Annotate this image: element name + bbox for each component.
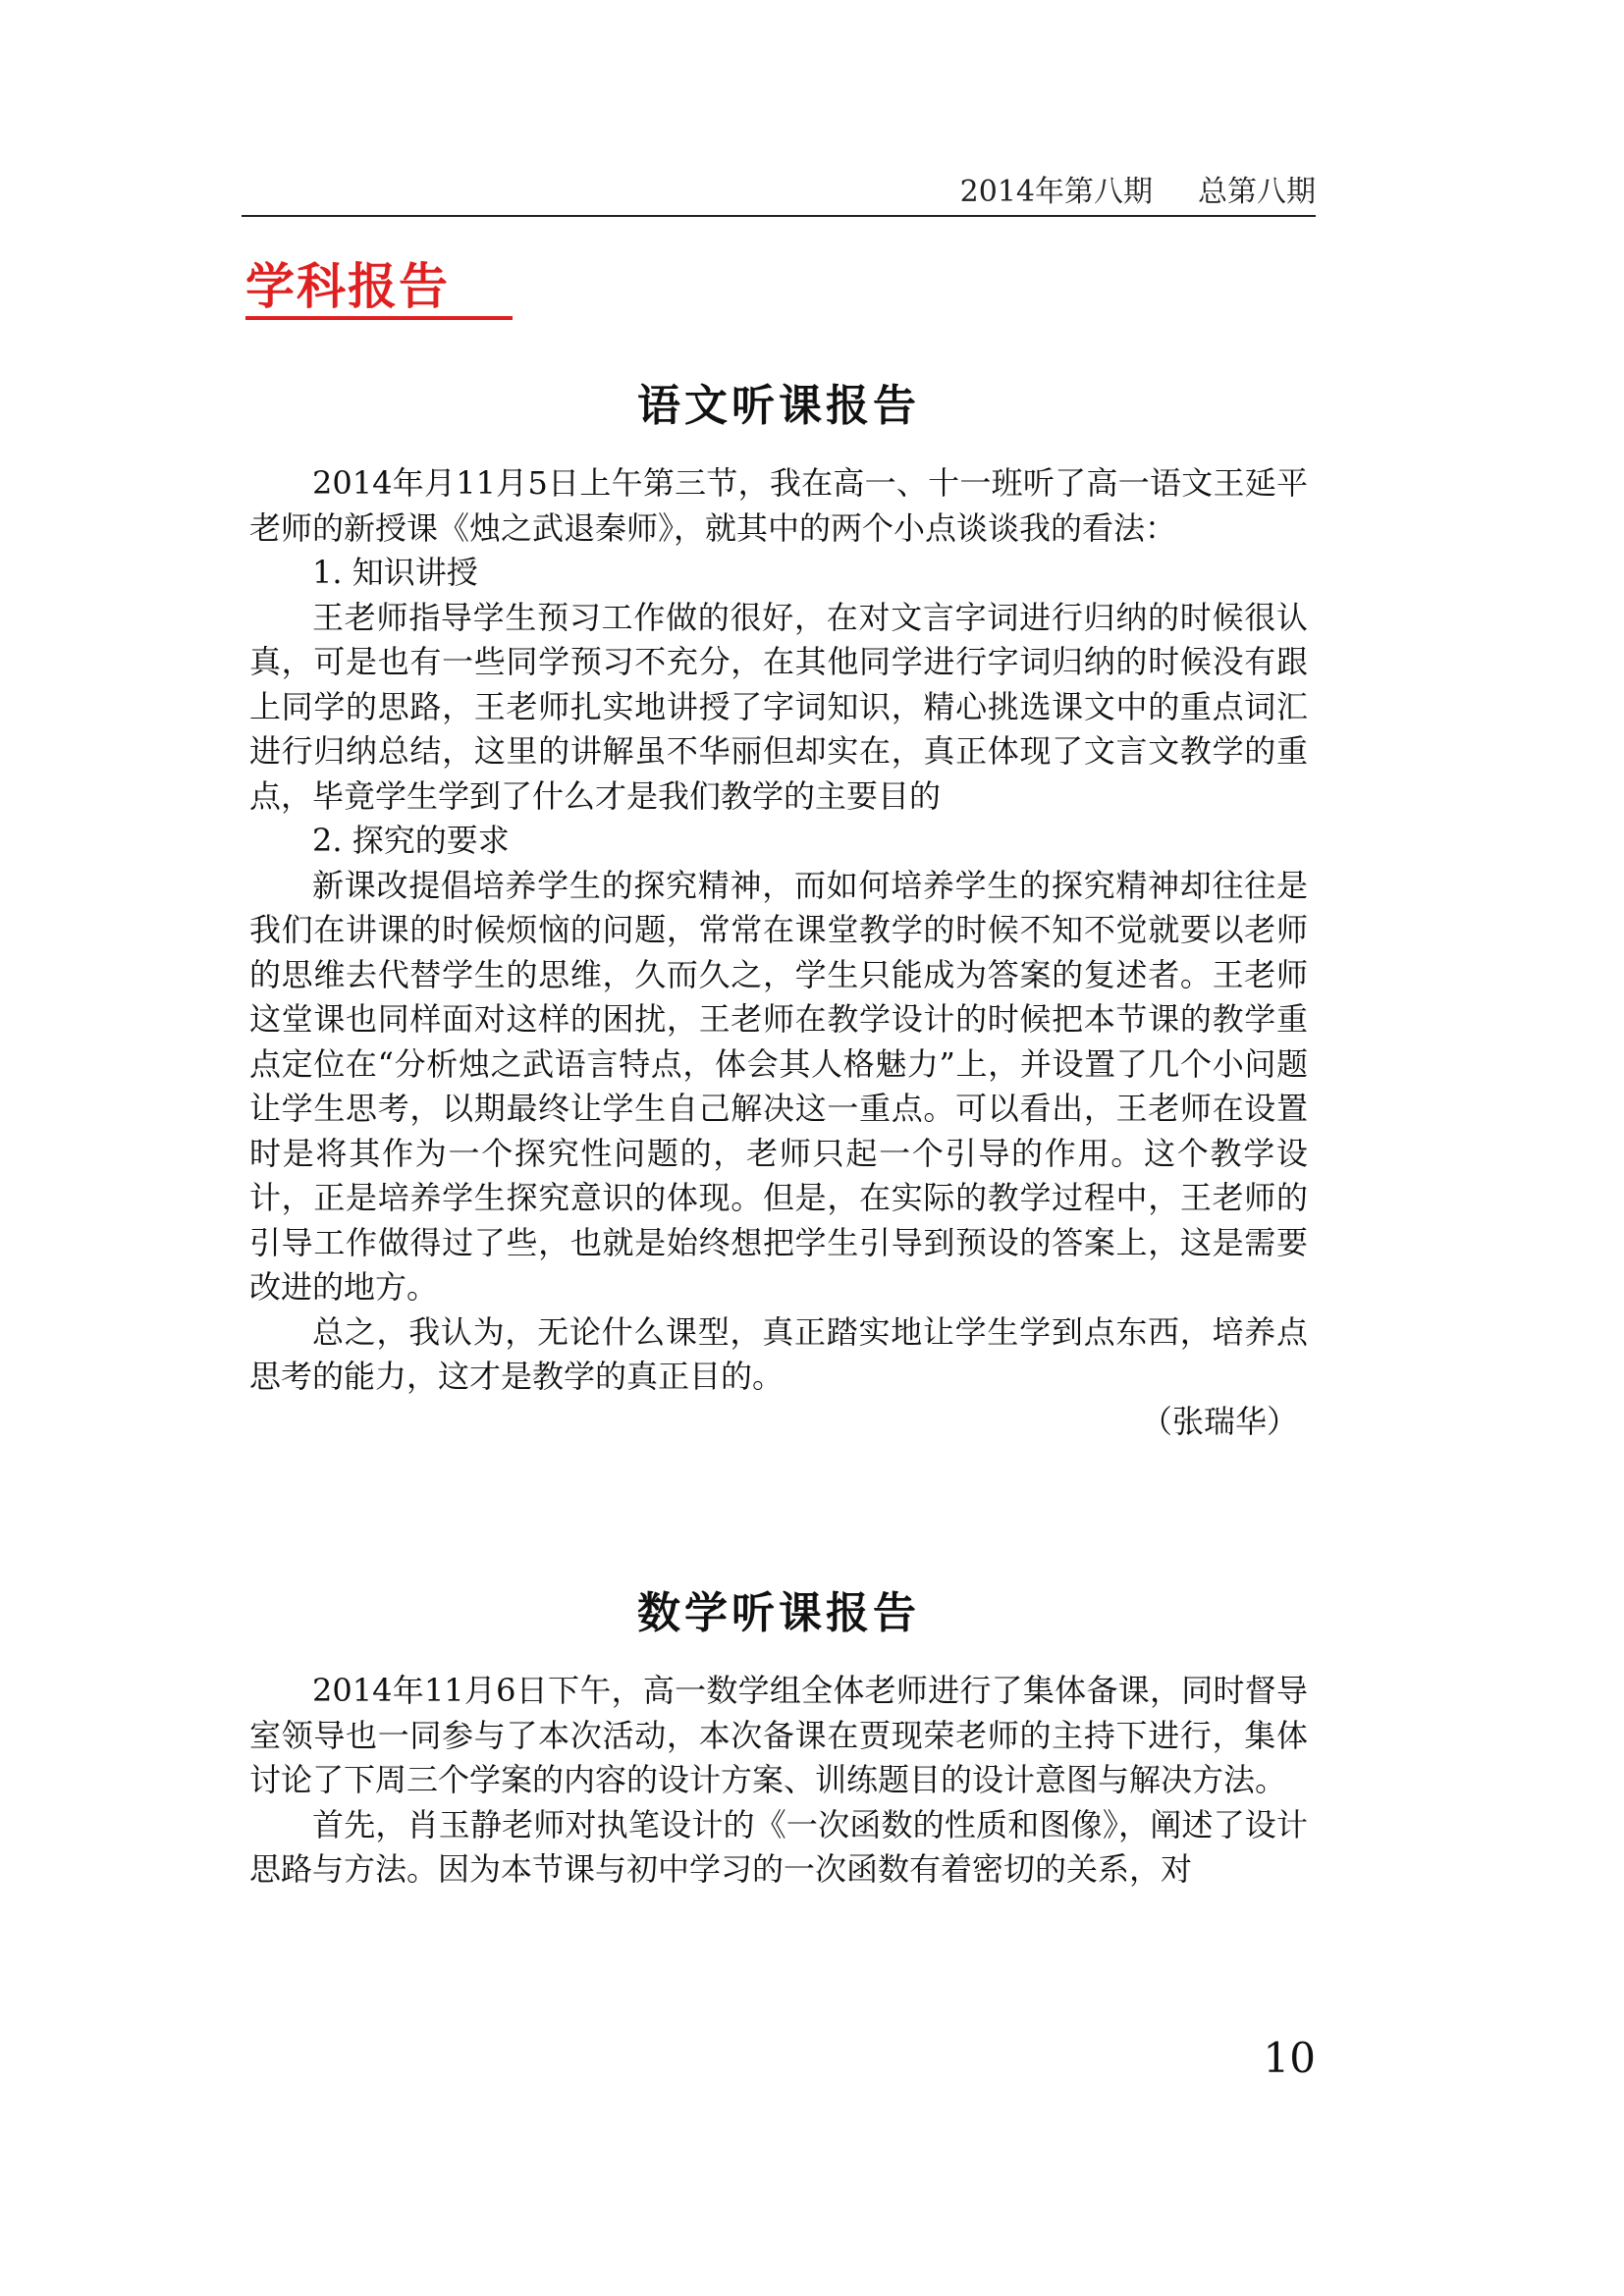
- list-item-heading: 2. 探究的要求: [312, 822, 510, 859]
- section-underline: [245, 316, 513, 320]
- paragraph: 2014年11月6日下午，高一数学组全体老师进行了集体备课，同时督导室领导也一同参与了本次活动，本次备课在贾现荣老师的主持下进行，集体讨论了下周三个学案的内容的设计方案、训练题目的设计意图与解决方法。: [249, 1672, 1308, 1798]
- running-header: [242, 173, 1316, 212]
- author-signature: （张瑞华）: [1140, 1402, 1298, 1440]
- article-body-chinese: [249, 461, 1308, 1444]
- paragraph: 首先，肖玉静老师对执笔设计的《一次函数的性质和图像》，阐述了设计思路与方法。因为本节课与初中学习的一次函数有着密切的关系，对: [249, 1805, 1308, 1888]
- header-rule: [242, 215, 1316, 217]
- issue-label: 2014年第八期: [959, 175, 1153, 209]
- list-item-heading: 1. 知识讲授: [312, 554, 478, 591]
- paragraph: 王老师指导学生预习工作做的很好，在对文言字词进行归纳的时候很认真，可是也有一些同学预习不充分，在其他同学进行字词归纳的时候没有跟上同学的思路，王老师扎实地讲授了字词知识，精心挑选课文中的重点词汇进行归纳总结，这里的讲解虽不华丽但却实在，真正体现了文言文教学的重点，毕竟学生学到了什么才是我们教学的主要目的: [249, 598, 1308, 815]
- section-label: 学科报告: [245, 258, 450, 315]
- paragraph: 总之，我认为，无论什么课型，真正踏实地让学生学到点东西，培养点思考的能力，这才是教学的真正目的。: [249, 1312, 1308, 1395]
- article-title-math: 数学听课报告: [637, 1588, 920, 1638]
- paragraph: 2014年月11月5日上午第三节，我在高一、十一班听了高一语文王延平老师的新授课《烛之武退秦师》，就其中的两个小点谈谈我的看法：: [249, 464, 1308, 547]
- article-body-math: [249, 1669, 1308, 1893]
- page-number: 10: [1263, 2034, 1316, 2082]
- article-title-chinese: 语文听课报告: [637, 381, 920, 431]
- total-issue-label: 总第八期: [1198, 175, 1316, 209]
- paragraph: 新课改提倡培养学生的探究精神，而如何培养学生的探究精神却往往是我们在讲课的时候烦恼的问题，常常在课堂教学的时候不知不觉就要以老师的思维去代替学生的思维，久而久之，学生只能成为答案的复述者。王老师这堂课也同样面对这样的困扰，王老师在教学设计的时候把本节课的教学重点定位在“分析烛之武语言特点，体会其人格魅力”上，并设置了几个小问题让学生思考，以期最终让学生自己解决这一重点。可以看出，王老师在设置时是将其作为一个探究性问题的，老师只起一个引导的作用。这个教学设计，正是培养学生探究意识的体现。但是，在实际的教学过程中，王老师的引导工作做得过了些，也就是始终想把学生引导到预设的答案上，这是需要改进的地方。: [249, 866, 1308, 1306]
